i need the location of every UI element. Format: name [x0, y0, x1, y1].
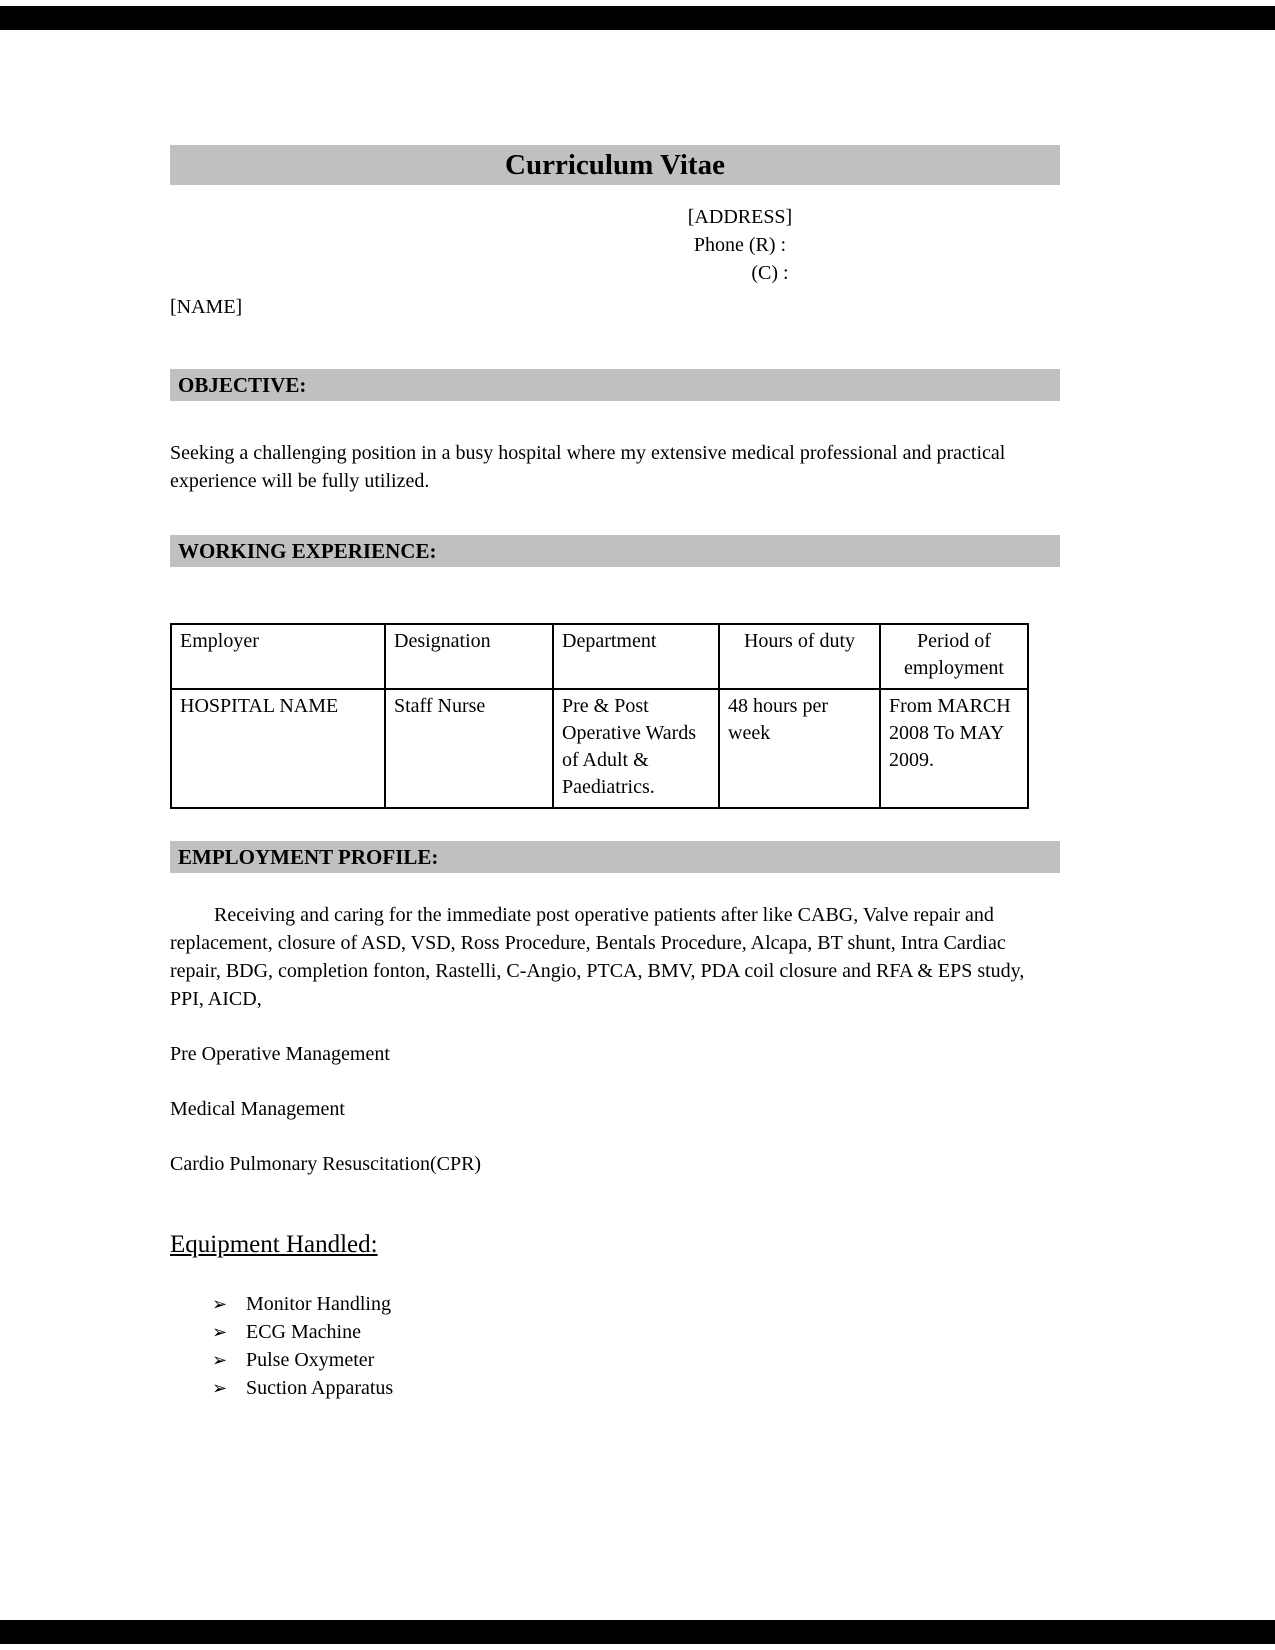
experience-table	[170, 623, 1029, 809]
contact-block	[570, 203, 910, 287]
col-header-designation: Designation	[385, 624, 553, 689]
equipment-list	[170, 1290, 1060, 1402]
cell-employer: HOSPITAL NAME	[171, 689, 385, 808]
equipment-item-pulse-oxymeter: Pulse Oxymeter	[246, 1349, 375, 1371]
employment-profile-paragraph: Receiving and caring for the immediate post operative patients after like CABG, Valve repair and replacement, closure of ASD, VSD, Ross Procedure, Bentals Procedure, Alcapa, BT shunt, Intra Cardiac repair, BDG, completion fonton, Rastelli, C-Angio, PTCA, BMV, PDA coil closure and RFA & EPS study, PPI, AICD,	[170, 904, 1025, 1010]
experience-table-row	[171, 689, 1028, 808]
cell-department: Pre & Post Operative Wards of Adult & Paediatrics.	[553, 689, 719, 808]
arrow-bullet-icon: ➢	[212, 1378, 228, 1398]
page-bottom-border	[0, 1620, 1275, 1644]
experience-table-header-row	[171, 624, 1028, 689]
name-placeholder: [NAME]	[170, 296, 243, 318]
col-header-period-of-employment: Period of employment	[880, 624, 1028, 689]
working-experience-heading: WORKING EXPERIENCE:	[170, 535, 1060, 567]
objective-heading: OBJECTIVE:	[170, 369, 1060, 401]
objective-text: Seeking a challenging position in a busy hospital where my extensive medical professional and practical experience will be fully utilized.	[170, 442, 1006, 492]
phone-cell: (C) :	[751, 262, 789, 284]
list-item	[212, 1374, 1060, 1402]
profile-item-cpr: Cardio Pulmonary Resuscitation(CPR)	[170, 1153, 482, 1175]
employment-profile-heading: EMPLOYMENT PROFILE:	[170, 841, 1060, 873]
cell-period-of-employment: From MARCH 2008 To MAY 2009.	[880, 689, 1028, 808]
profile-item-pre-operative: Pre Operative Management	[170, 1043, 390, 1065]
arrow-bullet-icon: ➢	[212, 1350, 228, 1370]
cv-title-bar	[170, 145, 1060, 185]
col-header-department: Department	[553, 624, 719, 689]
arrow-bullet-icon: ➢	[212, 1294, 228, 1314]
cell-hours-of-duty: 48 hours per week	[719, 689, 880, 808]
arrow-bullet-icon: ➢	[212, 1322, 228, 1342]
profile-item-medical-management: Medical Management	[170, 1098, 345, 1120]
address-placeholder: [ADDRESS]	[687, 206, 793, 228]
equipment-item-monitor-handling: Monitor Handling	[246, 1293, 391, 1315]
cell-designation: Staff Nurse	[385, 689, 553, 808]
col-header-employer: Employer	[171, 624, 385, 689]
equipment-item-ecg-machine: ECG Machine	[246, 1321, 361, 1343]
equipment-item-suction-apparatus: Suction Apparatus	[246, 1377, 394, 1399]
page-title: Curriculum Vitae	[505, 149, 725, 181]
phone-residence: Phone (R) :	[693, 234, 787, 256]
cv-content	[0, 145, 1275, 1402]
list-item	[212, 1346, 1060, 1374]
list-item	[212, 1290, 1060, 1318]
page-top-border	[0, 6, 1275, 30]
col-header-hours-of-duty: Hours of duty	[719, 624, 880, 689]
equipment-handled-heading: Equipment Handled:	[170, 1231, 378, 1258]
list-item	[212, 1318, 1060, 1346]
